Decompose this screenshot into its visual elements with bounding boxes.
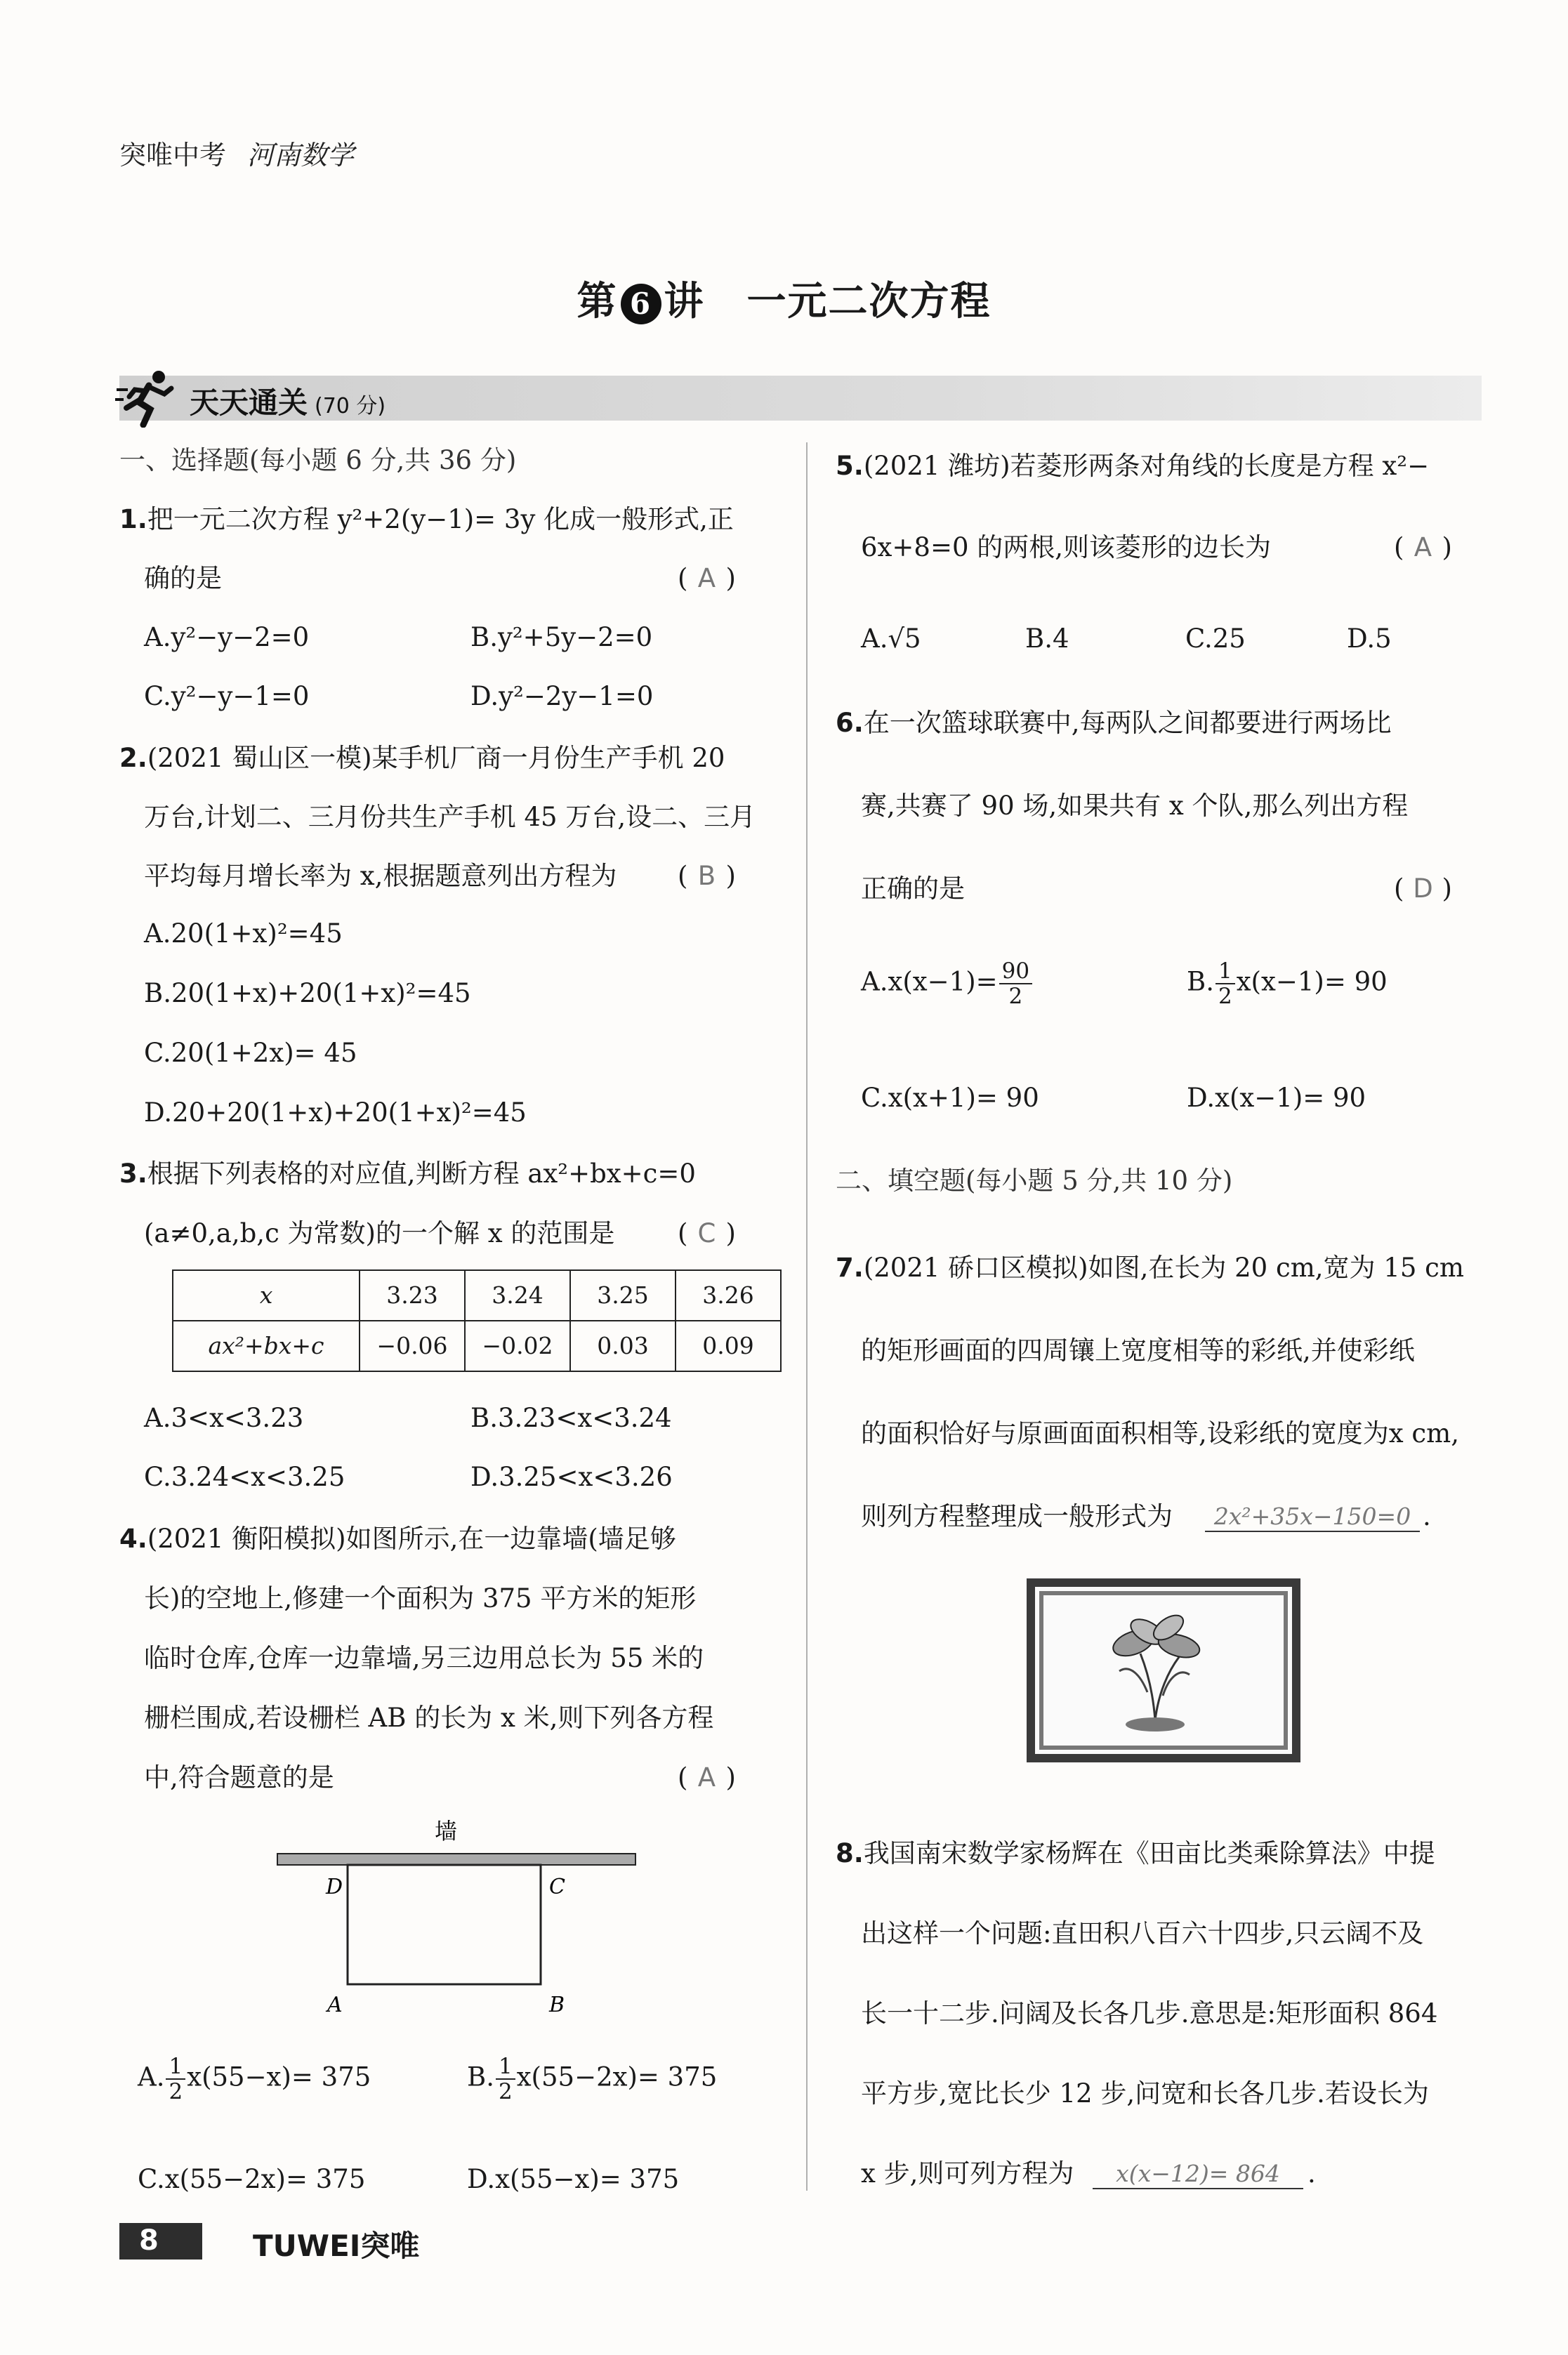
q2-option-c: C.20(1+2x)= 45 [144, 1038, 357, 1068]
q4-option-b-body: x(55−2x)= 375 [516, 2062, 718, 2092]
running-header [119, 133, 354, 172]
q8-fill-answer: x(x−12)= 864 [1093, 2160, 1303, 2189]
q6-option-a-prefix: A.x(x−1)= [861, 966, 998, 997]
title-name: 一元二次方程 [746, 278, 991, 324]
fraction-numerator: 1 [166, 2054, 185, 2080]
table-cell: 0.09 [676, 1321, 781, 1371]
banner-points: (70 分) [315, 394, 386, 418]
flower-icon [1035, 1587, 1275, 1737]
q2-answer-value: B [697, 861, 716, 891]
q5-option-b: B.4 [1025, 624, 1069, 654]
table-row [173, 1270, 781, 1321]
title-prefix: 第 [577, 278, 618, 324]
banner-label: 天天通关 [190, 385, 308, 420]
q1-answer: ( A ) [678, 563, 736, 593]
column-divider [806, 442, 808, 2191]
table-cell: −0.06 [360, 1321, 465, 1371]
q7-text-2: 的矩形画面的四周镶上宽度相等的彩纸,并使彩纸 [861, 1335, 1415, 1366]
q6-option-b [1187, 959, 1388, 1008]
fraction-numerator: 1 [1215, 959, 1235, 984]
q1-option-d: D.y²−2y−1=0 [470, 681, 654, 711]
fraction-numerator: 90 [999, 959, 1032, 984]
fraction-numerator: 1 [496, 2054, 515, 2080]
q6-text-3: 正确的是 [861, 873, 965, 904]
fraction-denominator: 2 [1008, 984, 1023, 1010]
q1-option-b: B.y²+5y−2=0 [470, 622, 653, 652]
q4-text-2: 长)的空地上,修建一个面积为 375 平方米的矩形 [144, 1583, 697, 1614]
q7-text-3: 的面积恰好与原画面面积相等,设彩纸的宽度为x cm, [861, 1418, 1459, 1449]
q2-text: (2021 蜀山区一模)某手机厂商一月份生产手机 20 [147, 743, 725, 773]
q4-number: 4. [119, 1524, 147, 1554]
book-name: 突唯中考 [119, 140, 227, 171]
q1-answer-value: A [697, 563, 716, 593]
q6-answer: ( D ) [1394, 873, 1452, 904]
table-cell: ax²+bx+c [173, 1321, 360, 1371]
q1-text: 把一元二次方程 y²+2(y−1)= 3y 化成一般形式,正 [147, 504, 734, 534]
q2-text-3: 平均每月增长率为 x,根据题意列出方程为 [144, 861, 617, 891]
q8-text-2: 出这样一个问题:直田积八百六十四步,只云阔不及 [861, 1918, 1424, 1948]
q6-answer-value: D [1413, 873, 1433, 904]
q5-answer-value: A [1414, 532, 1432, 562]
page-number: 8 [139, 2224, 159, 2257]
q3-text: 根据下列表格的对应值,判断方程 ax²+bx+c=0 [147, 1159, 696, 1189]
q7-period: . [1423, 1501, 1431, 1531]
q5-option-a: A.√5 [861, 624, 921, 654]
q4-option-a-body: x(55−x)= 375 [187, 2062, 371, 2092]
q4-answer-value: A [697, 1762, 716, 1793]
q3-answer-value: C [697, 1218, 716, 1248]
q1-option-c: C.y²−y−1=0 [144, 681, 310, 711]
q7-fill-answer: 2x²+35x−150=0 [1205, 1503, 1420, 1532]
table-cell: −0.02 [465, 1321, 570, 1371]
q5-text: (2021 潍坊)若菱形两条对角线的长度是方程 x²− [863, 451, 1430, 481]
q4-option-a-prefix: A. [138, 2062, 165, 2092]
q4-text-4: 栅栏围成,若设栅栏 AB 的长为 x 米,则下列各方程 [144, 1703, 714, 1733]
label-d: D [326, 1875, 343, 1899]
table-cell: 3.23 [360, 1270, 465, 1321]
q3-option-c: C.3.24<x<3.25 [144, 1462, 345, 1492]
q8-text-3: 长一十二步.问阔及长各几步.意思是:矩形面积 864 [861, 1998, 1438, 2029]
q3-option-a: A.3<x<3.23 [144, 1403, 304, 1433]
q4-option-b [467, 2054, 717, 2104]
q2-option-d: D.20+20(1+x)+20(1+x)²=45 [144, 1097, 527, 1128]
q6-option-d: D.x(x−1)= 90 [1187, 1083, 1366, 1113]
q8-number: 8. [836, 1838, 864, 1868]
page-number-badge [119, 2223, 202, 2260]
table-row [173, 1321, 781, 1371]
q4-option-b-prefix: B. [467, 2062, 494, 2092]
q2-text-2: 万台,计划二、三月份共生产手机 45 万台,设二、三月 [144, 802, 756, 832]
footer-brand: TUWEI突唯 [253, 2229, 420, 2263]
wall-bar [277, 1854, 635, 1865]
q8-period: . [1307, 2158, 1316, 2189]
q1-option-a: A.y²−y−2=0 [144, 622, 310, 652]
q5-answer: ( A ) [1394, 532, 1452, 562]
q6-number: 6. [836, 708, 864, 738]
fraction-denominator: 2 [1218, 984, 1232, 1010]
painting-frame-image [1027, 1578, 1300, 1762]
q3-option-b: B.3.23<x<3.24 [470, 1403, 672, 1433]
wall-label: 墙 [434, 1818, 458, 1845]
table-cell: 3.26 [676, 1270, 781, 1321]
q6-option-b-prefix: B. [1187, 966, 1214, 997]
table-cell: x [173, 1270, 360, 1321]
q4-option-a [138, 2054, 371, 2104]
q7-number: 7. [836, 1253, 864, 1283]
page-title [0, 270, 1568, 326]
title-suffix: 讲 [664, 278, 705, 324]
q7-text-4: 则列方程整理成一般形式为 [861, 1501, 1173, 1531]
table-cell: 3.25 [570, 1270, 676, 1321]
table-cell: 3.24 [465, 1270, 570, 1321]
q6-option-c: C.x(x+1)= 90 [861, 1083, 1039, 1113]
label-a: A [327, 1993, 343, 2017]
q4-text-3: 临时仓库,仓库一边靠墙,另三边用总长为 55 米的 [144, 1643, 704, 1673]
q2-number: 2. [119, 743, 147, 773]
section-heading-fill: 二、填空题(每小题 5 分,共 10 分) [836, 1166, 1233, 1196]
q4-text: (2021 衡阳模拟)如图所示,在一边靠墙(墙足够 [147, 1524, 676, 1554]
q4-option-d: D.x(55−x)= 375 [467, 2164, 680, 2194]
q4-option-c: C.x(55−2x)= 375 [138, 2164, 366, 2194]
lecture-number: 6 [621, 284, 661, 324]
fraction-denominator: 2 [169, 2079, 183, 2105]
q3-option-d: D.3.25<x<3.26 [470, 1462, 673, 1492]
q1-number: 1. [119, 504, 147, 534]
q2-answer: ( B ) [678, 861, 736, 891]
runner-icon [114, 369, 177, 428]
label-b: B [549, 1993, 565, 2017]
q2-option-a: A.20(1+x)²=45 [144, 918, 343, 949]
q4-text-5: 中,符合题意的是 [144, 1762, 334, 1793]
q8-text-4: 平方步,宽比长少 12 步,问宽和长各几步.若设长为 [861, 2078, 1429, 2109]
q8-text-5: x 步,则可列方程为 [861, 2158, 1074, 2189]
q8-text: 我国南宋数学家杨辉在《田亩比类乘除算法》中提 [863, 1838, 1435, 1868]
q3-number: 3. [119, 1159, 147, 1189]
q2-option-b: B.20(1+x)+20(1+x)²=45 [144, 978, 471, 1008]
q3-text-2: (a≠0,a,b,c 为常数)的一个解 x 的范围是 [144, 1218, 615, 1248]
q5-text-2: 6x+8=0 的两根,则该菱形的边长为 [861, 532, 1272, 562]
q5-option-d: D.5 [1347, 624, 1392, 654]
warehouse-diagram [267, 1815, 653, 2019]
section-heading-choice: 一、选择题(每小题 6 分,共 36 分) [119, 445, 517, 475]
q5-option-c: C.25 [1185, 624, 1246, 654]
label-c: C [549, 1875, 565, 1899]
table-cell: 0.03 [570, 1321, 676, 1371]
q6-option-b-body: x(x−1)= 90 [1236, 966, 1388, 997]
q7-text: (2021 硚口区模拟)如图,在长为 20 cm,宽为 15 cm [863, 1253, 1464, 1283]
q5-number: 5. [836, 451, 864, 481]
q6-option-a [861, 959, 1034, 1008]
q6-text-2: 赛,共赛了 90 场,如果共有 x 个队,那么列出方程 [861, 791, 1409, 821]
q4-answer: ( A ) [678, 1762, 736, 1793]
values-table [172, 1269, 782, 1372]
section-banner [119, 376, 1482, 421]
q6-text: 在一次篮球联赛中,每两队之间都要进行两场比 [863, 708, 1392, 738]
warehouse-rect [348, 1865, 541, 1984]
q3-answer: ( C ) [678, 1218, 736, 1248]
fraction-denominator: 2 [498, 2079, 513, 2105]
subject-name: 河南数学 [247, 140, 355, 171]
q1-text-2: 确的是 [144, 563, 222, 593]
